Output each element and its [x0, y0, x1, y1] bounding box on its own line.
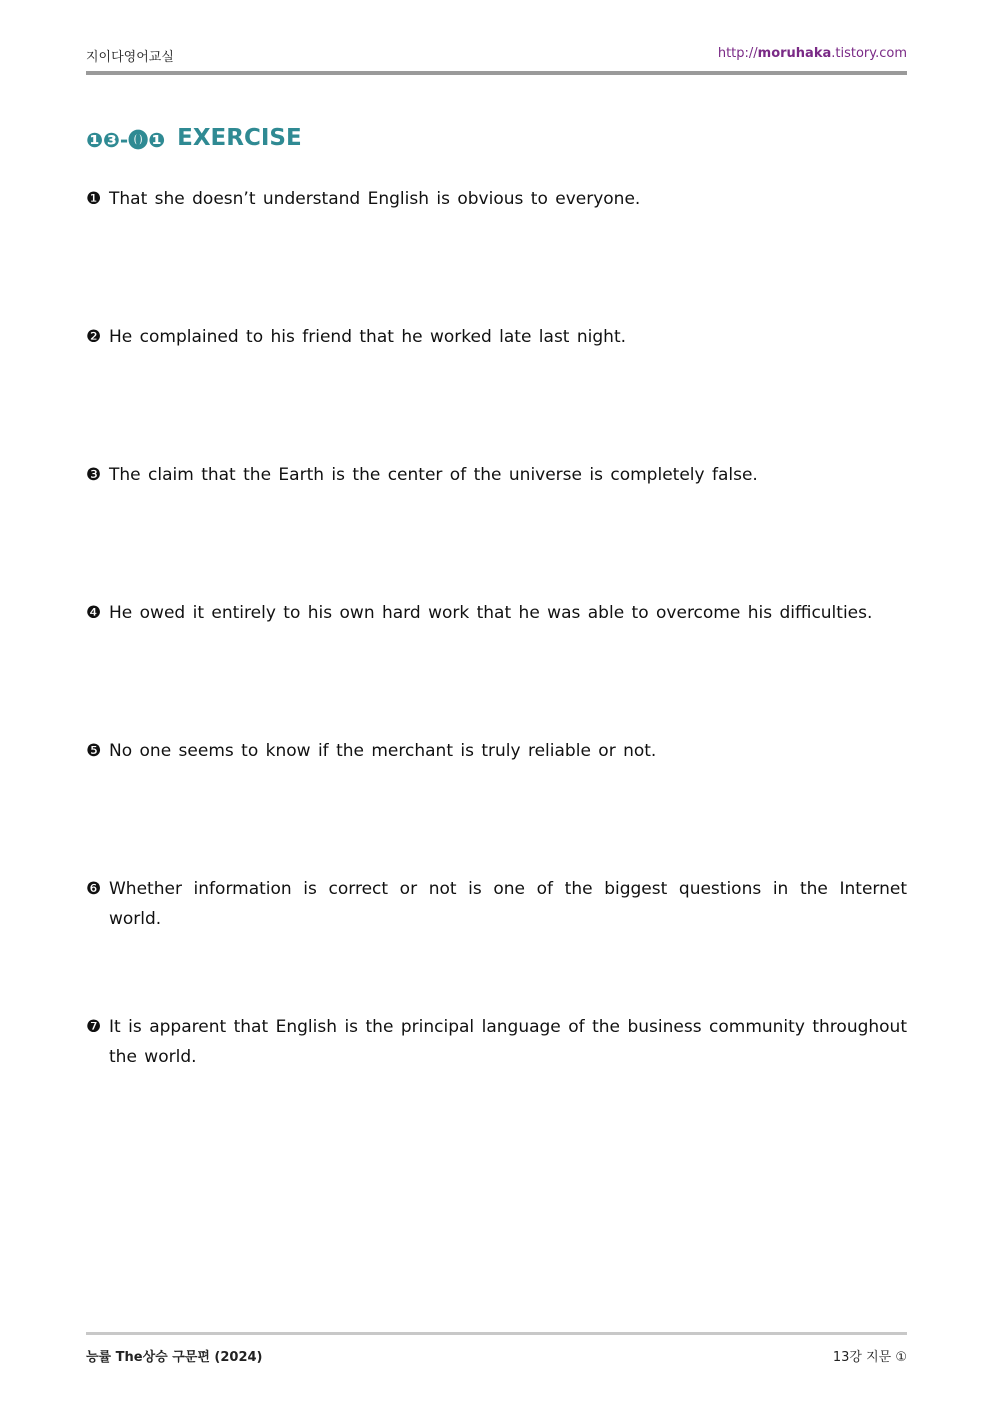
- url-suffix: .tistory.com: [831, 46, 907, 61]
- item-sentence: He complained to his friend that he worked late last night.: [109, 327, 627, 347]
- footer-book-title: 능률 The상승 구문편 (2024): [86, 1350, 263, 1365]
- item-number: ❶: [86, 189, 102, 209]
- exercise-item-2: [86, 322, 907, 352]
- section-title: [86, 122, 302, 154]
- item-number: ❺: [86, 741, 102, 761]
- section-number: ❶❸-⓿❶: [86, 127, 166, 152]
- page-header: [86, 44, 907, 66]
- footer-divider: [86, 1332, 907, 1335]
- item-sentence: That she doesn’t understand English is obvious to everyone.: [109, 189, 641, 209]
- url-prefix: http://: [717, 46, 758, 61]
- item-number: ❷: [86, 327, 102, 347]
- header-brand: 지이다영어교실: [86, 50, 174, 65]
- item-sentence: No one seems to know if the merchant is truly reliable or not.: [109, 741, 657, 761]
- url-bold: moruhaka: [757, 46, 832, 61]
- item-sentence: Whether information is correct or not is one of the biggest questions in the Internet world.: [109, 879, 907, 929]
- item-number: ❸: [86, 465, 102, 485]
- exercise-item-1: [86, 184, 907, 214]
- item-sentence: He owed it entirely to his own hard work that he was able to overcome his difficulties.: [109, 603, 873, 623]
- footer-lesson-label: 13강 지문 ①: [832, 1350, 907, 1365]
- exercise-item-5: [86, 736, 907, 766]
- exercise-item-6: [86, 874, 907, 934]
- header-divider: [86, 71, 907, 75]
- item-sentence: The claim that the Earth is the center of the universe is completely false.: [109, 465, 758, 485]
- exercise-item-3: [86, 460, 907, 490]
- exercise-item-7: [86, 1012, 907, 1072]
- exercise-item-4: [86, 598, 907, 628]
- item-number: ❹: [86, 603, 102, 623]
- item-sentence: It is apparent that English is the principal language of the business community throughout the world.: [109, 1017, 907, 1067]
- header-url-link[interactable]: [718, 46, 907, 61]
- item-number: ❻: [86, 879, 102, 899]
- item-number: ❼: [86, 1017, 102, 1037]
- section-heading: EXERCISE: [177, 125, 302, 151]
